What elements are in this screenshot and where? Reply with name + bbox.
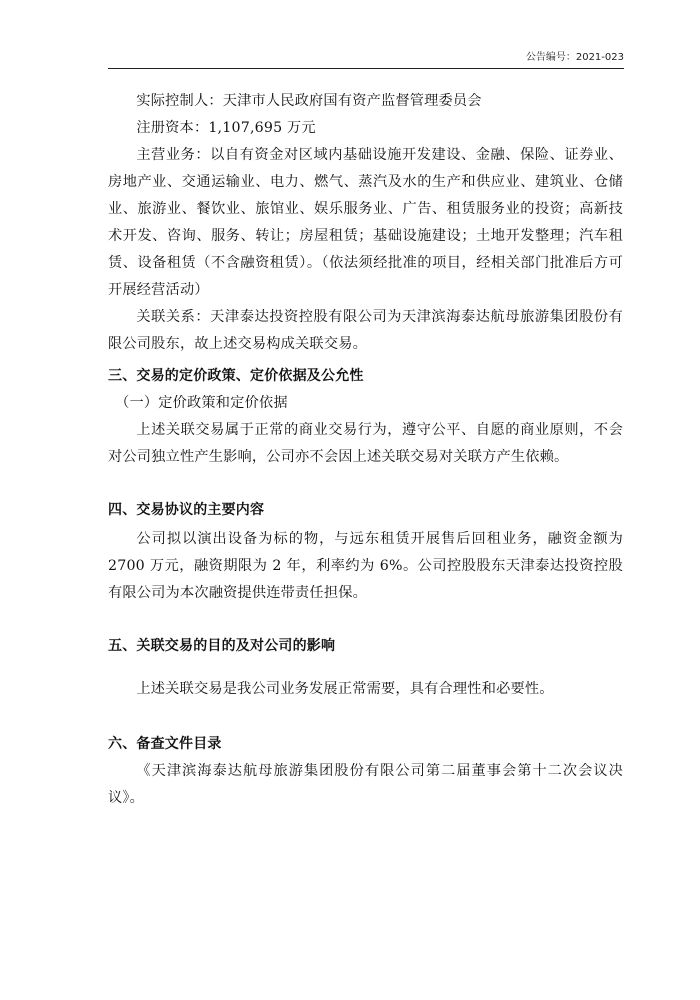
section-3-subheading: （一）定价政策和定价依据 <box>115 395 288 411</box>
section-5-body: 上述关联交易是我公司业务发展正常需要，具有合理性和必要性。 <box>136 681 554 697</box>
main-business: 主营业务：以自有资金对区域内基础设施开发建设、金融、保险、证券业、房地产业、交通运输业、电力、燃气、蒸汽及水的生产和供应业、建筑业、仓储业、旅游业、餐饮业、旅馆业、娱乐服务业、广告、租赁服务业的投资；高新技术开发、咨询、服务、转让；房屋租赁；基础设施建设；土地开发整理；汽车租赁、设备租赁（不含融资租赁）。（依法须经批准的项目，经相关部门批准后方可开展经营活动） <box>108 147 623 298</box>
section-4-heading: 四、交易协议的主要内容 <box>108 502 265 518</box>
section-4-body: 公司拟以演出设备为标的物，与远东租赁开展售后回租业务，融资金额为 2700 万元，融资期限为 2 年，利率约为 6%。公司控股股东天津泰达投资控股有限公司为本次融资提供连带责任担保。 <box>108 531 623 601</box>
document-body <box>108 88 623 812</box>
section-3-body: 上述关联交易属于正常的商业交易行为，遵守公平、自愿的商业原则，不会对公司独立性产生影响，公司亦不会因上述关联交易对关联方产生依赖。 <box>108 422 623 465</box>
announcement-number: 公告编号：2021-023 <box>525 52 624 63</box>
section-5-heading: 五、关联交易的目的及对公司的影响 <box>108 638 336 654</box>
registered-capital: 注册资本：1,107,695 万元 <box>136 120 316 136</box>
page-header <box>108 52 624 69</box>
section-6-heading: 六、备查文件目录 <box>108 736 222 752</box>
related-relationship: 关联关系：天津泰达投资控股有限公司为天津滨海泰达航母旅游集团股份有限公司股东，故上述交易构成关联交易。 <box>108 309 623 352</box>
section-3-heading: 三、交易的定价政策、定价依据及公允性 <box>108 368 364 384</box>
actual-controller: 实际控制人：天津市人民政府国有资产监督管理委员会 <box>136 93 482 109</box>
section-6-body: 《天津滨海泰达航母旅游集团股份有限公司第二届董事会第十二次会议决议》。 <box>108 763 623 806</box>
